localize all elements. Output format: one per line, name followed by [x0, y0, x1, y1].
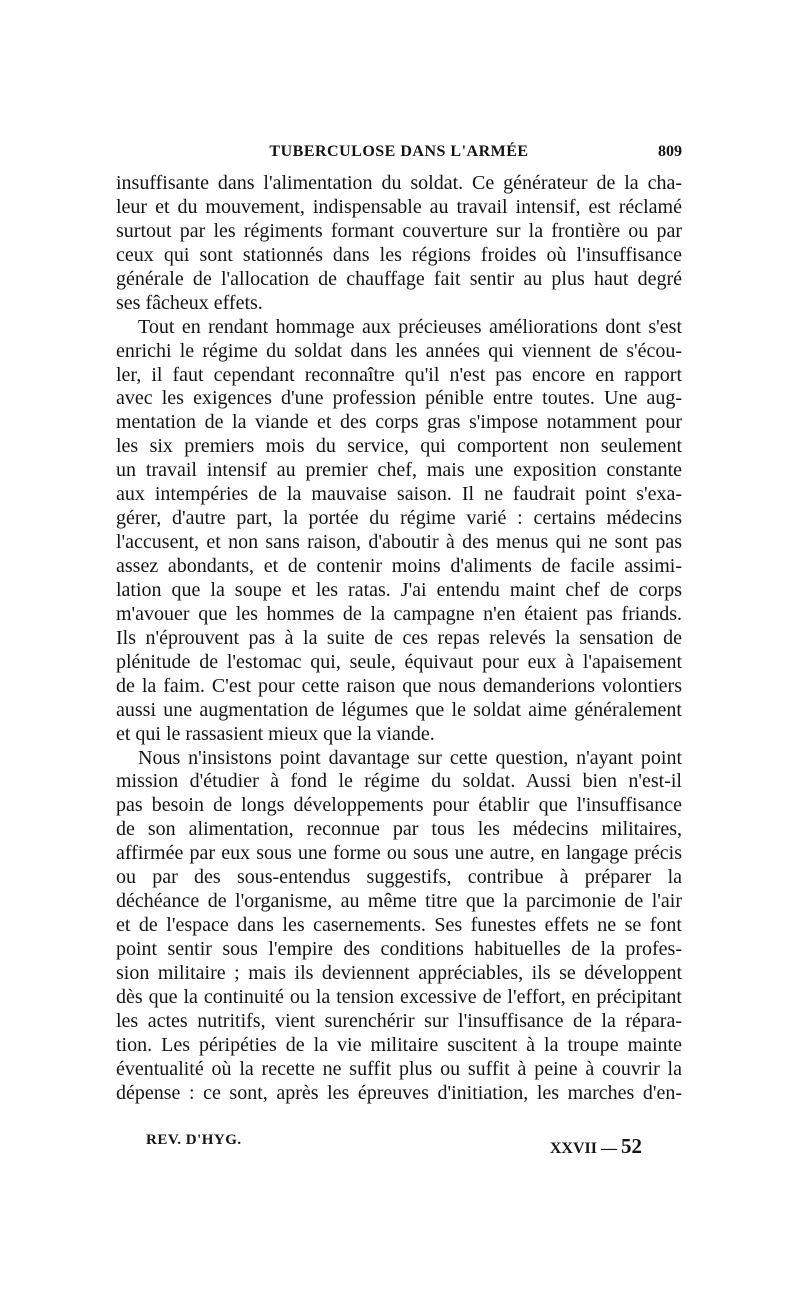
text-line: dépense : ce sont, après les épreuves d'initiation, les marches d'en- [116, 1081, 682, 1104]
text-line: éventualité où la recette ne suffit plus ou suffit à peine à couvrir la [116, 1057, 682, 1080]
text-line: affirmée par eux sous une forme ou sous une autre, en langage précis [116, 842, 682, 865]
text-line: ou par des sous-entendus suggestifs, contribue à préparer la [116, 866, 682, 889]
sheet-signature [550, 1134, 642, 1159]
text-line: les six premiers mois du service, qui comportent non seulement [116, 435, 682, 458]
text-line: générale de l'allocation de chauffage fait sentir au plus haut degré [116, 267, 682, 290]
body-text [116, 172, 682, 1106]
signature-number: 52 [621, 1134, 642, 1158]
page-number: 809 [658, 143, 682, 160]
text-line: point sentir sous l'empire des conditions habituelles de la profes- [116, 938, 682, 960]
text-line: dès que la continuité ou la tension excessive de l'effort, en précipitant [116, 985, 682, 1008]
text-line: aux intempéries de la mauvaise saison. Il ne faudrait point s'exa- [116, 483, 682, 506]
text-line: mission d'étudier à fond le régime du soldat. Aussi bien n'est-il [116, 770, 682, 793]
text-line: de la faim. C'est pour cette raison que nous demanderions volontiers [116, 674, 682, 697]
text-line: ler, il faut cependant reconnaître qu'il n'est pas encore en rapport [116, 363, 682, 386]
page-header [116, 143, 682, 167]
text-line: leur et du mouvement, indispensable au travail intensif, est réclamé [116, 195, 682, 218]
paragraph-start: Tout en rendant hommage aux précieuses améliorations dont s'est [138, 315, 682, 338]
signature-separator: — [601, 1140, 617, 1157]
running-title: TUBERCULOSE DANS L'ARMÉE [269, 143, 529, 160]
text-line: surtout par les régiments formant couverture sur la frontière ou par [116, 219, 682, 242]
text-line: et de l'espace dans les casernements. Ses funestes effets ne se font [116, 914, 682, 937]
text-line: gérer, d'autre part, la portée du régime varié : certains médecins [116, 507, 682, 530]
text-line: plénitude de l'estomac qui, seule, équivaut pour eux à l'apaisement [116, 650, 682, 673]
text-line: un travail intensif au premier chef, mais une exposition constante [116, 459, 682, 482]
text-line: ses fâcheux effets. [116, 291, 263, 314]
text-line: de son alimentation, reconnue par tous les médecins militaires, [116, 818, 682, 841]
text-line: tion. Les péripéties de la vie militaire suscitent à la troupe mainte [116, 1033, 682, 1056]
text-line: mentation de la viande et des corps gras s'impose notamment pour [116, 411, 682, 434]
text-line: Ils n'éprouvent pas à la suite de ces repas relevés la sensation de [116, 626, 682, 649]
journal-signature: REV. D'HYG. [146, 1132, 242, 1148]
page-footer [116, 1128, 682, 1158]
text-line: les actes nutritifs, vient surenchérir sur l'insuffisance de la répara- [116, 1009, 682, 1032]
text-line: et qui le rassasient mieux que la viande. [116, 722, 435, 745]
volume-number: XXVII [549, 1140, 597, 1157]
text-line: l'accusent, et non sans raison, d'aboutir à des menus qui ne sont pas [116, 531, 682, 554]
text-line: m'avouer que les hommes de la campagne n'en étaient pas friands. [116, 602, 682, 625]
text-line: enrichi le régime du soldat dans les années qui viennent de s'écou- [116, 339, 682, 362]
paragraph-start: Nous n'insistons point davantage sur cette question, n'ayant point [138, 746, 682, 769]
text-line: lation que la soupe et les ratas. J'ai entendu maint chef de corps [116, 578, 682, 601]
text-line: aussi une augmentation de légumes que le soldat aime généralement [116, 698, 682, 721]
text-line: sion militaire ; mais ils deviennent appréciables, ils se développent [116, 961, 682, 984]
text-line: avec les exigences d'une profession pénible entre toutes. Une aug- [116, 387, 682, 410]
text-line: déchéance de l'organisme, au même titre que la parcimonie de l'air [116, 890, 682, 913]
text-line: pas besoin de longs développements pour établir que l'insuffisance [116, 794, 682, 817]
text-line: assez abondants, et de contenir moins d'aliments de facile assimi- [116, 555, 682, 577]
text-line: ceux qui sont stationnés dans les régions froides où l'insuffisance [116, 243, 682, 266]
text-line: insuffisante dans l'alimentation du soldat. Ce générateur de la cha- [116, 172, 682, 194]
